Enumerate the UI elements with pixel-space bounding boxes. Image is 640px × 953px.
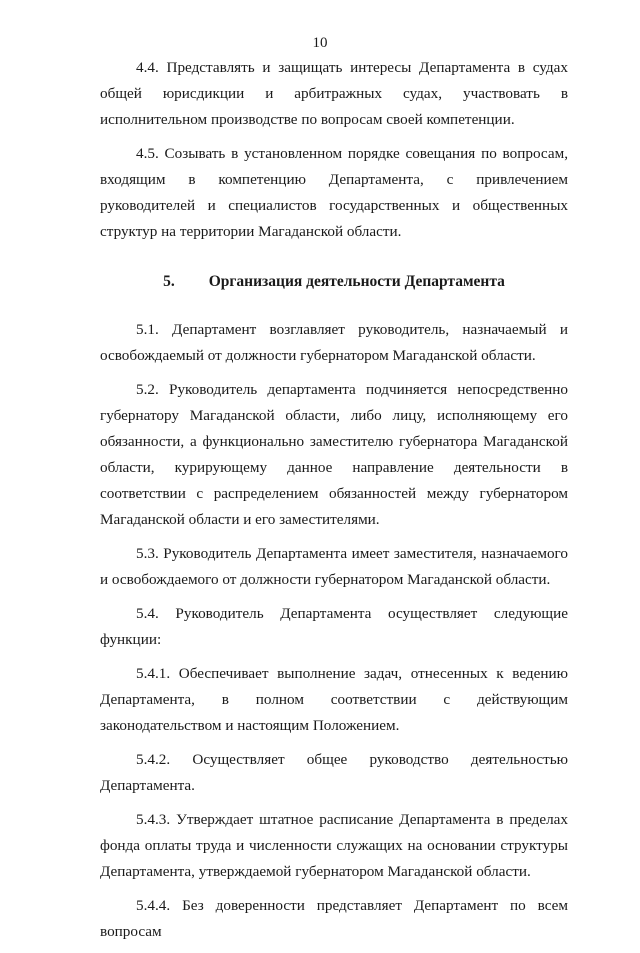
paragraph-4-4: 4.4. Представлять и защищать интересы Департамента в судах общей юрисдикции и арбитражных судах, участвовать в исполнительном производстве по вопросам своей компетенции.	[100, 59, 568, 128]
paragraph-5-4: 5.4. Руководитель Департамента осуществляет следующие функции:	[100, 605, 568, 648]
page-number: 10	[312, 35, 328, 51]
paragraph-5-1: 5.1. Департамент возглавляет руководитель, назначаемый и освобождаемый от должности губернатором Магаданской области.	[100, 321, 568, 364]
paragraph-5-4-4: 5.4.4. Без доверенности представляет Департамент по всем вопросам	[100, 897, 568, 940]
paragraph-5-2: 5.2. Руководитель департамента подчиняется непосредственно губернатору Магаданской области, либо лицу, исполняющему его обязанности, а функционально заместителю губернатора Магаданской области, курирующему данное направление деятельности в соответствии с распределением обязанностей между губернатором Магаданской области и его заместителями.	[100, 381, 568, 528]
paragraph-5-4-1: 5.4.1. Обеспечивает выполнение задач, отнесенных к ведению Департамента, в полном соответствии с действующим законодательством и настоящим Положением.	[100, 665, 568, 734]
section-title: Организация деятельности Департамента	[208, 273, 505, 290]
paragraph-5-3: 5.3. Руководитель Департамента имеет заместителя, назначаемого и освобождаемого от должности губернатором Магаданской области.	[100, 545, 568, 588]
section-heading	[100, 269, 568, 295]
section-number: 5.	[163, 273, 175, 290]
paragraph-5-4-3: 5.4.3. Утверждает штатное расписание Департамента в пределах фонда оплаты труда и численности служащих на основании структуры Департамента, утверждаемой губернатором Магаданской области.	[100, 811, 568, 880]
document-body	[100, 55, 568, 953]
paragraph-4-5: 4.5. Созывать в установленном порядке совещания по вопросам, входящим в компетенцию Департамента, с привлечением руководителей и специалистов государственных и общественных структур на территории Магаданской области.	[100, 145, 568, 240]
paragraph-5-4-2: 5.4.2. Осуществляет общее руководство деятельностью Департамента.	[100, 751, 568, 794]
